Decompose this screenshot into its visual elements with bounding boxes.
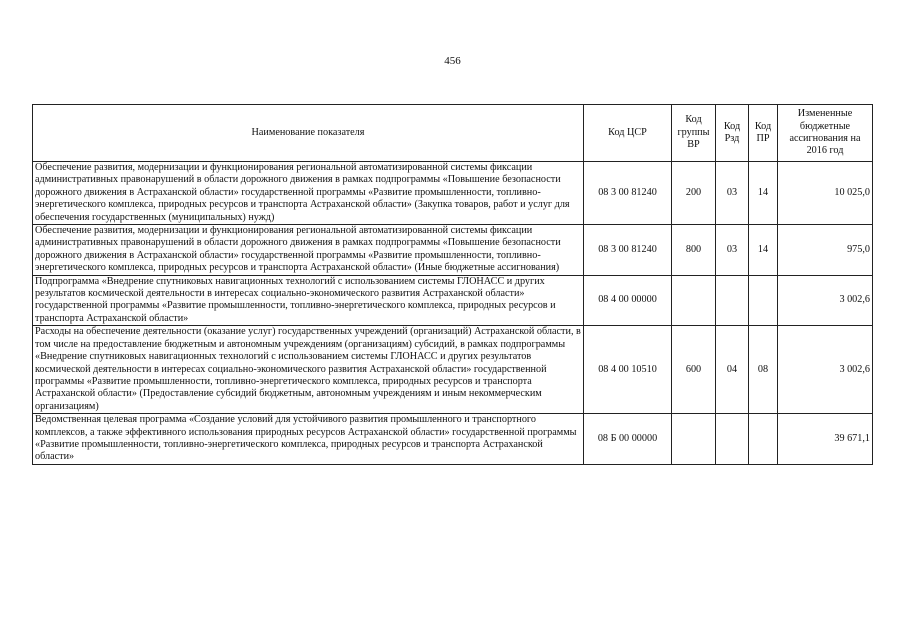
row-rzd-code <box>716 414 749 465</box>
row-rzd-code: 03 <box>716 225 749 276</box>
row-amount: 39 671,1 <box>778 414 873 465</box>
header-pr-code: Код ПР <box>749 105 778 162</box>
row-vr-code: 800 <box>672 225 716 276</box>
row-pr-code <box>749 275 778 326</box>
row-vr-code: 600 <box>672 326 716 414</box>
row-amount: 3 002,6 <box>778 275 873 326</box>
row-name: Расходы на обеспечение деятельности (оказание услуг) государственных учреждений (организаций) Астраханской области, в том числе на предоставление бюджетным и автономным учреждениям (организациям) субсидий, в рамках подпрограммы «Внедрение спутниковых навигационных технологий с использованием системы ГЛОНАСС и других результатов космической деятельности в интересах социально-экономического развития Астраханской области» государственной программы «Развитие промышленности, топливно-энергетического комплекса, природных ресурсов и транспорта Астраханской области» (Предоставление субсидий бюджетным, автономным учреждениям и иным некоммерческим организациям) <box>33 326 584 414</box>
row-vr-code <box>672 275 716 326</box>
row-rzd-code: 03 <box>716 162 749 225</box>
table-row <box>33 225 873 276</box>
table-row <box>33 326 873 414</box>
row-amount: 3 002,6 <box>778 326 873 414</box>
row-rzd-code: 04 <box>716 326 749 414</box>
row-csr-code: 08 4 00 10510 <box>584 326 672 414</box>
table-row <box>33 162 873 225</box>
table-row <box>33 275 873 326</box>
row-csr-code: 08 Б 00 00000 <box>584 414 672 465</box>
header-amount: Измененные бюджетные ассигнования на 2016 год <box>778 105 873 162</box>
row-vr-code: 200 <box>672 162 716 225</box>
header-name: Наименование показателя <box>33 105 584 162</box>
header-vr-code: Код группы ВР <box>672 105 716 162</box>
table-row <box>33 414 873 465</box>
table-header-row <box>33 105 873 162</box>
header-csr-code: Код ЦСР <box>584 105 672 162</box>
row-csr-code: 08 4 00 00000 <box>584 275 672 326</box>
page-number: 456 <box>444 55 461 67</box>
row-name: Обеспечение развития, модернизации и функционирования региональной автоматизированной системы фиксации административных правонарушений в области дорожного движения в рамках подпрограммы «Повышение безопасности дорожного движения в Астраханской области» государственной программы «Развитие промышленности, топливно-энергетического комплекса, природных ресурсов и транспорта Астраханской области» (Закупка товаров, работ и услуг для обеспечения государственных (муниципальных) нужд) <box>33 162 584 225</box>
row-pr-code <box>749 414 778 465</box>
row-csr-code: 08 3 00 81240 <box>584 162 672 225</box>
row-amount: 975,0 <box>778 225 873 276</box>
row-name: Подпрограмма «Внедрение спутниковых навигационных технологий с использованием системы ГЛОНАСС и других результатов космической деятельности в интересах социально-экономического развития Астраханской области» государственной программы «Развитие промышленности, топливно-энергетического комплекса, природных ресурсов и транспорта Астраханской области» <box>33 275 584 326</box>
row-vr-code <box>672 414 716 465</box>
row-name: Обеспечение развития, модернизации и функционирования региональной автоматизированной системы фиксации административных правонарушений в области дорожного движения в рамках подпрограммы «Повышение безопасности дорожного движения в Астраханской области» государственной программы «Развитие промышленности, топливно-энергетического комплекса, природных ресурсов и транспорта Астраханской области» (Иные бюджетные ассигнования) <box>33 225 584 276</box>
row-pr-code: 08 <box>749 326 778 414</box>
row-amount: 10 025,0 <box>778 162 873 225</box>
row-pr-code: 14 <box>749 162 778 225</box>
row-csr-code: 08 3 00 81240 <box>584 225 672 276</box>
header-rzd-code: Код Рзд <box>716 105 749 162</box>
budget-allocations-table <box>32 104 873 465</box>
row-pr-code: 14 <box>749 225 778 276</box>
row-name: Ведомственная целевая программа «Создание условий для устойчивого развития промышленного и транспортного комплексов, а также эффективного использования природных ресурсов Астраханской области» государственной программы «Развитие промышленности, топливно-энергетического комплекса, природных ресурсов и транспорта Астраханской области» <box>33 414 584 465</box>
row-rzd-code <box>716 275 749 326</box>
